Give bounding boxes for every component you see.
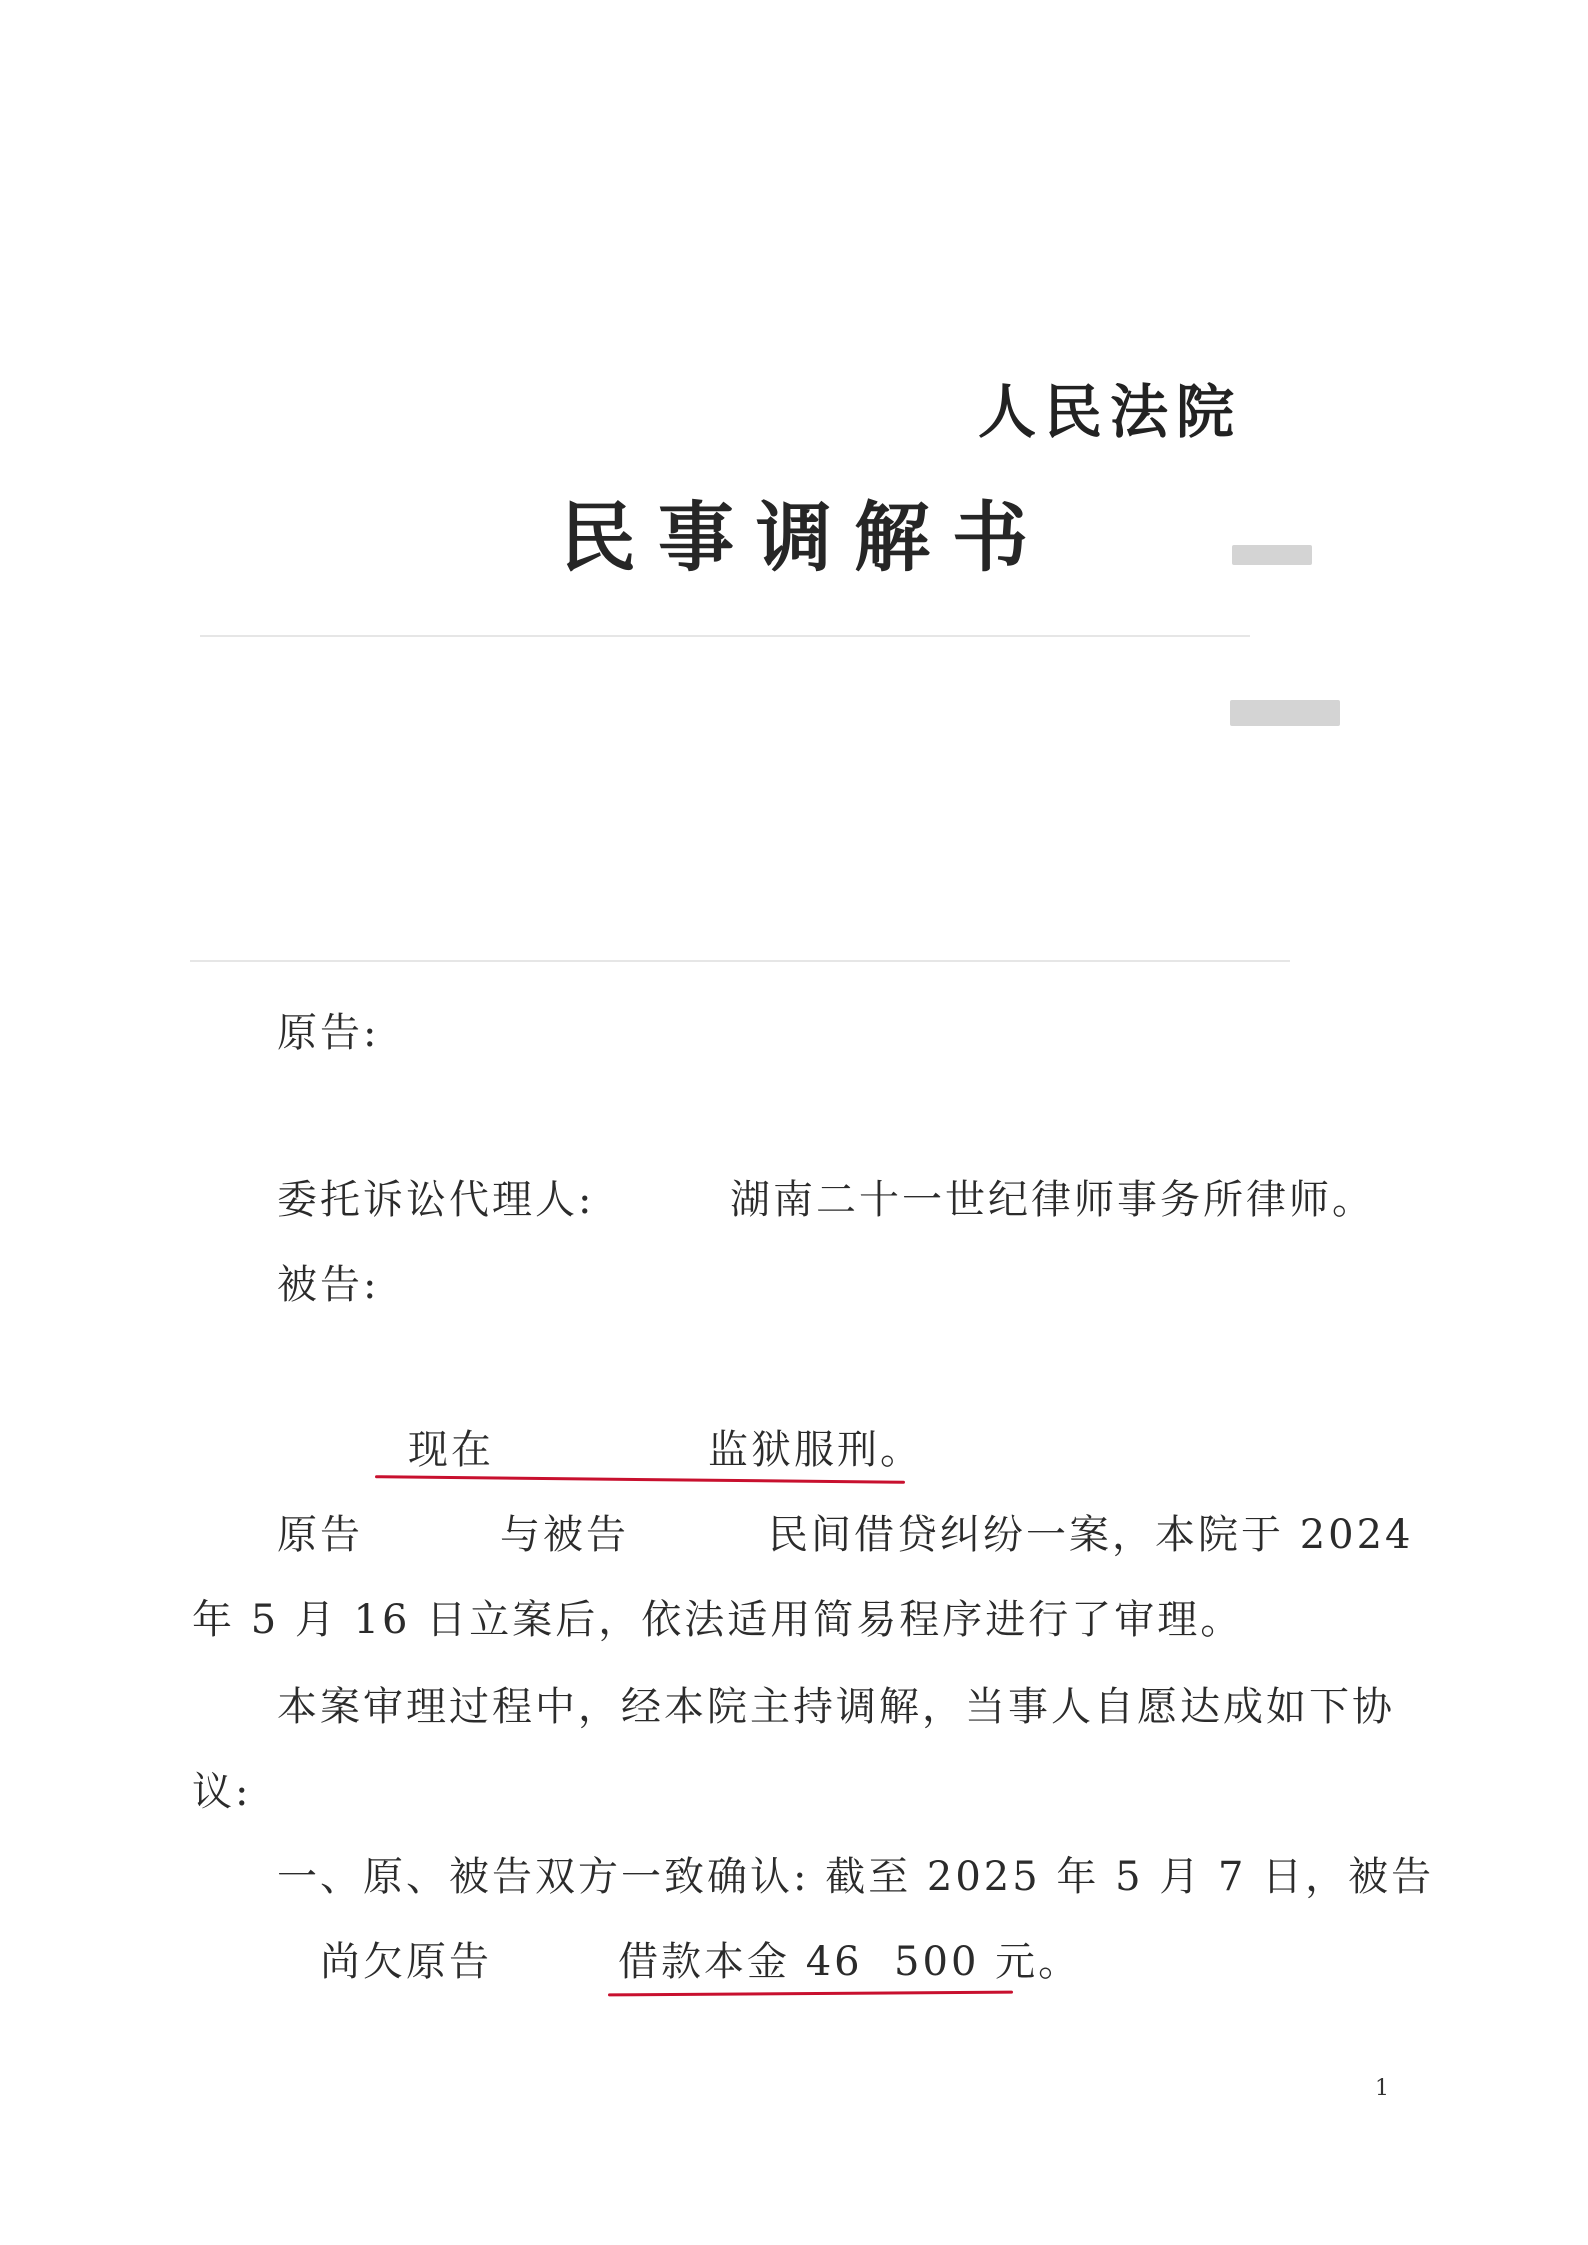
document-title: 民事调解书 (560, 493, 1050, 582)
case-line-1a: 原告 (277, 1512, 363, 1558)
agent-firm: 湖南二十一世纪律师事务所律师。 (730, 1177, 1375, 1223)
plaintiff-label: 原告: (277, 1010, 380, 1056)
court-name: 人民法院 (978, 378, 1243, 446)
defendant-status-prefix: 现在 (408, 1427, 494, 1473)
case-line-1c: 民间借贷纠纷一案，本院于 2024 (768, 1512, 1414, 1558)
agreement-item-1-line-1: 一、原、被告双方一致确认: 截至 2025 年 5 月 7 日，被告 (277, 1854, 1435, 1900)
agent-label: 委托诉讼代理人: (277, 1177, 595, 1223)
scan-artifact (190, 960, 1290, 962)
scan-artifact (1232, 545, 1312, 565)
scan-artifact (1230, 700, 1340, 726)
case-line-1b: 与被告 (500, 1512, 629, 1558)
defendant-label: 被告: (277, 1262, 380, 1308)
agreement-item-1-line-2a: 尚欠原告 (320, 1939, 492, 1985)
page-number: 1 (1375, 2076, 1389, 2101)
case-line-2: 年 5 月 16 日立案后，依法适用简易程序进行了审理。 (192, 1597, 1244, 1643)
annotation-underline (608, 1991, 1013, 1997)
mediation-line-2: 议: (192, 1769, 252, 1815)
agreement-item-1-line-2b: 借款本金 46 500 元。 (618, 1939, 1082, 1985)
mediation-line-1: 本案审理过程中，经本院主持调解，当事人自愿达成如下协 (277, 1684, 1395, 1730)
annotation-underline (375, 1475, 905, 1484)
scan-artifact (200, 635, 1250, 637)
defendant-status-suffix: 监狱服刑。 (708, 1427, 923, 1473)
